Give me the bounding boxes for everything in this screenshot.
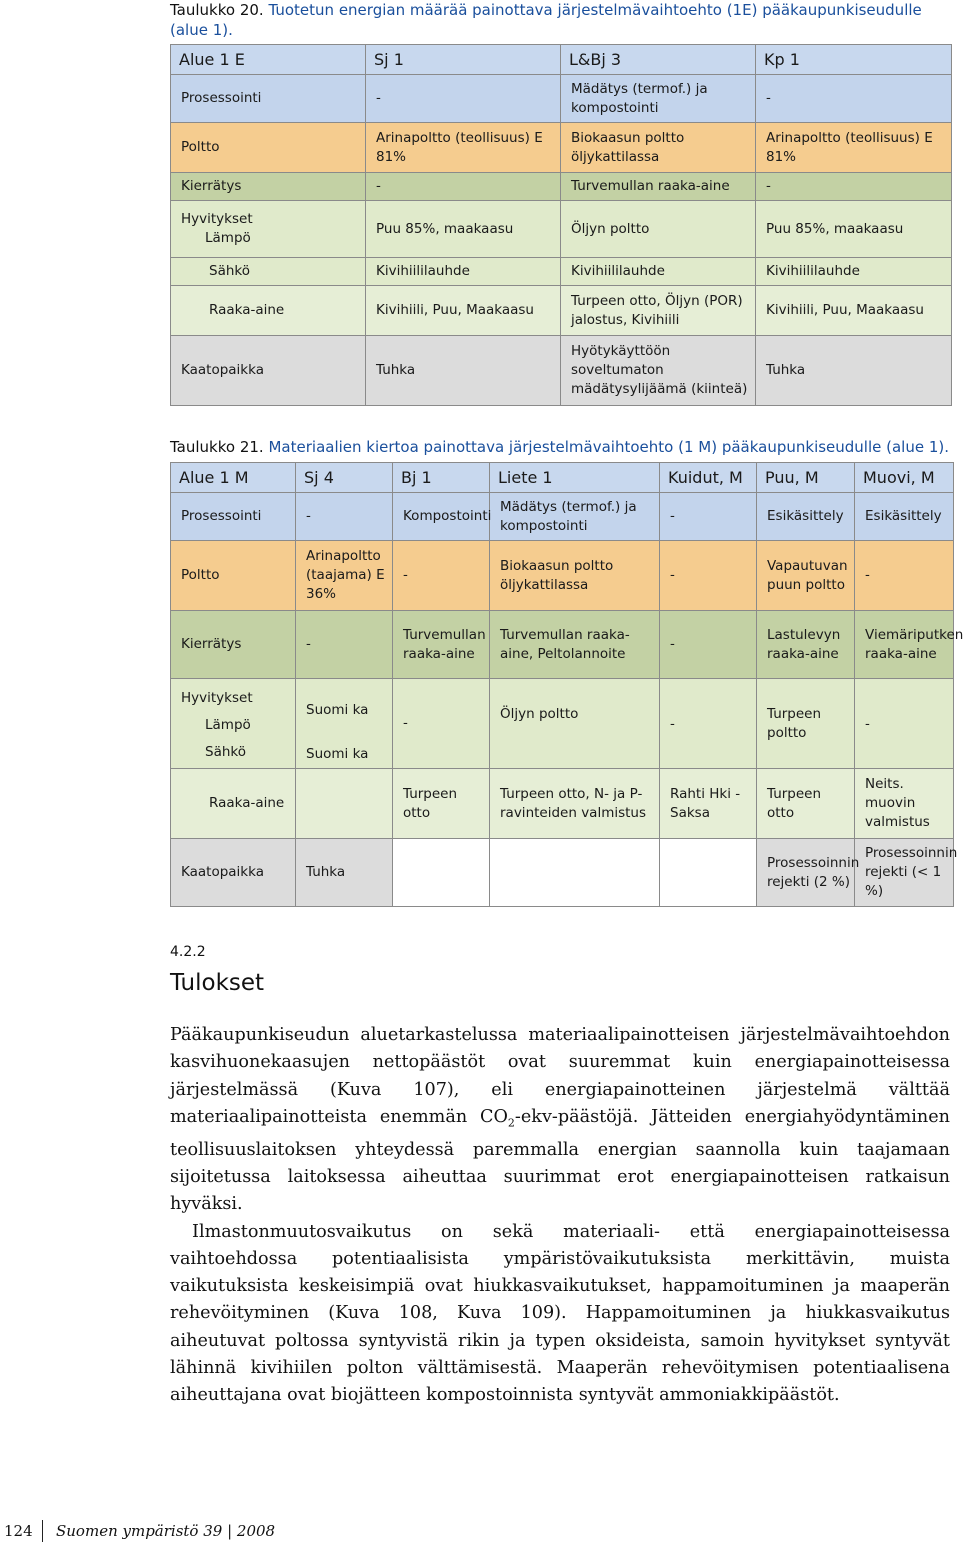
table-cell: Kivihiili, Puu, Maakaasu: [756, 286, 952, 336]
table-cell: -: [366, 173, 561, 201]
table-cell: Turvemullan raaka-aine, Peltolannoite: [490, 611, 660, 679]
table-cell: [393, 839, 490, 907]
lampo-label: Lämpö: [205, 717, 251, 733]
table-row: [171, 173, 952, 201]
table-cell: Lastulevyn raaka-aine: [757, 611, 855, 679]
table-cell: Turpeen otto: [757, 769, 855, 839]
table-cell: Turpeen otto, Öljyn (POR) jalostus, Kivihiili: [561, 286, 756, 336]
table20-caption-text: Tuotetun energian määrää painottava järjestelmävaihtoehto (1E) pääkaupunkiseudulle (alue 1).: [170, 1, 922, 39]
table-cell: Esikäsittely: [855, 493, 954, 541]
table-row: [171, 493, 954, 541]
row-label: Prosessointi: [171, 493, 296, 541]
table-row: [171, 541, 954, 611]
table-cell: Biokaasun poltto öljykattilassa: [490, 541, 660, 611]
footer-divider: [42, 1520, 43, 1542]
table-cell: [296, 769, 393, 839]
table21-header-cell: Muovi, M: [855, 463, 954, 493]
subscript: 2: [507, 1116, 515, 1130]
table21-caption-text: Materiaalien kiertoa painottava järjestelmävaihtoehto (1 M) pääkaupunkiseudulle (alue 1).: [268, 438, 950, 456]
table-row: [171, 839, 954, 907]
table-cell: -: [756, 75, 952, 123]
table-cell: Turpeen poltto: [757, 679, 855, 769]
table-cell: -: [366, 75, 561, 123]
table-row: [171, 123, 952, 173]
table-cell: Turvemullan raaka-aine: [393, 611, 490, 679]
table-cell: -: [660, 611, 757, 679]
table-row: [171, 611, 954, 679]
table-cell: Kivihiililauhde: [561, 258, 756, 286]
table-cell: Turpeen otto, N- ja P-ravinteiden valmistus: [490, 769, 660, 839]
table-cell: Tuhka: [756, 336, 952, 406]
table-cell: -: [756, 173, 952, 201]
table20-header-cell: Alue 1 E: [171, 45, 366, 75]
table-cell: [660, 839, 757, 907]
table-cell: Viemäriputken raaka-aine: [855, 611, 954, 679]
paragraph: Ilmastonmuutosvaikutus on sekä materiaali- että energiapainotteisessa vaihtoehdossa potentiaalisista ympäristövaikutuksista merkittävin, muista vaikutuksista keskeisimpiä ovat hiukkasvaikutukset, happamoituminen ja maaperän rehevöityminen (Kuva 108, Kuva 109). Happamoituminen ja hiukkasvaikutus aiheutuvat poltossa syntyvistä rikin ja typen oksideista, samoin hyvitykset syntyvät lähinnä kivihiilen polton välttämisestä. Maaperän rehevöitymisen potentiaalisena aiheuttajana ovat biojätteen kompostoinnista syntyvät ammoniakkipäästöt.: [170, 1221, 950, 1406]
paragraph-text: -ekv-päästöjä. Jätteiden energiahyödyntäminen teollisuuslaitoksen yhteydessä paremmalla energian saannolla kuin taajamaan sijoitetussa laitoksessa aiheuttaa suurimmat erot energiapainotteisen ratkaisun hyväksi.: [170, 1106, 950, 1215]
table21-header-cell: Alue 1 M: [171, 463, 296, 493]
table-cell: [490, 839, 660, 907]
table-row: [171, 201, 952, 258]
row-label: Kaatopaikka: [171, 839, 296, 907]
hyvitykset-label: Hyvitykset: [181, 211, 253, 227]
row-label: Prosessointi: [171, 75, 366, 123]
table20: [170, 44, 952, 406]
table-cell: [296, 679, 393, 769]
table-cell: Biokaasun poltto öljykattilassa: [561, 123, 756, 173]
table-cell: Kivihiililauhde: [756, 258, 952, 286]
table21-caption-number: Taulukko 21.: [170, 438, 264, 456]
table21-header-row: [171, 463, 954, 493]
table21-header-cell: Puu, M: [757, 463, 855, 493]
table-cell: Kivihiililauhde: [366, 258, 561, 286]
table-cell: -: [660, 541, 757, 611]
table-cell: Arinapoltto (teollisuus) E 81%: [756, 123, 952, 173]
table-cell: Turpeen otto: [393, 769, 490, 839]
hyvitykset-label: Hyvitykset: [181, 690, 253, 706]
row-label: Kierrätys: [171, 611, 296, 679]
table21: [170, 462, 963, 907]
table-row: [171, 679, 954, 769]
table20-header-cell: Sj 1: [366, 45, 561, 75]
table-row: [171, 286, 952, 336]
table-cell: -: [660, 679, 757, 769]
table-cell: Esikäsittely: [757, 493, 855, 541]
section-number: 4.2.2: [170, 944, 206, 960]
row-label: Sähkö: [171, 258, 366, 286]
table20-caption-number: Taulukko 20.: [170, 1, 264, 19]
row-label: [171, 679, 296, 769]
table-cell: Kivihiili, Puu, Maakaasu: [366, 286, 561, 336]
table-cell: Öljyn poltto: [490, 679, 660, 769]
table-cell: -: [855, 541, 954, 611]
table-cell: -: [855, 679, 954, 769]
table-cell: -: [393, 679, 490, 769]
table20-header-cell: Kp 1: [756, 45, 952, 75]
table-cell: Tuhka: [296, 839, 393, 907]
table-cell: -: [296, 611, 393, 679]
table-cell: Arinapoltto (taajama) E 36%: [296, 541, 393, 611]
table-cell: Öljyn poltto: [561, 201, 756, 258]
body-text: [170, 1022, 950, 1410]
table-cell: Neits. muovin valmistus: [855, 769, 954, 839]
row-label: Poltto: [171, 123, 366, 173]
table20-header-row: [171, 45, 952, 75]
table-cell: Turvemullan raaka-aine: [561, 173, 756, 201]
table-row: [171, 75, 952, 123]
table21-caption: [170, 437, 955, 457]
row-label: [171, 201, 366, 258]
row-label: Poltto: [171, 541, 296, 611]
table20-header-cell: L&Bj 3: [561, 45, 756, 75]
paragraph-text: Pääkaupunkiseudun aluetarkastelussa materiaalipainotteisen järjestelmävaihtoehdon kasvihuonekaasujen nettopäästöt ovat suuremmat kuin energiapainotteisessa järjestelmässä (Kuva 107), eli energiapainotteinen järjestelmä välttää materiaalipainotteista enemmän CO: [170, 1025, 950, 1127]
table-cell: Prosessoinnin rejekti (2 %): [757, 839, 855, 907]
table-cell: Vapautuvan puun poltto: [757, 541, 855, 611]
table-cell: Hyötykäyttöön soveltumaton mädätysylijäämä (kiinteä): [561, 336, 756, 406]
table-cell: Tuhka: [366, 336, 561, 406]
table-cell: Rahti Hki - Saksa: [660, 769, 757, 839]
lampo-label: Lämpö: [205, 230, 251, 246]
table-cell: -: [660, 493, 757, 541]
table-row: [171, 336, 952, 406]
table-cell: -: [296, 493, 393, 541]
table21-header-cell: Sj 4: [296, 463, 393, 493]
table-cell: Arinapoltto (teollisuus) E 81%: [366, 123, 561, 173]
paragraph: [170, 1022, 950, 1219]
table20-caption: [170, 0, 955, 40]
section-title: Tulokset: [170, 970, 265, 996]
row-label: Raaka-aine: [171, 769, 296, 839]
table-cell: -: [393, 541, 490, 611]
table21-header-cell: Bj 1: [393, 463, 490, 493]
table-row: [171, 769, 954, 839]
table21-header-cell: Liete 1: [490, 463, 660, 493]
table-cell: Puu 85%, maakaasu: [756, 201, 952, 258]
row-label: Kaatopaikka: [171, 336, 366, 406]
sahko-label: Sähkö: [205, 744, 246, 760]
table-cell: Prosessoinnin rejekti (< 1 %): [855, 839, 954, 907]
row-label: Kierrätys: [171, 173, 366, 201]
table-cell: Kompostointi: [393, 493, 490, 541]
table-cell: Mädätys (termof.) ja kompostointi: [490, 493, 660, 541]
lampo-value: Suomi ka: [306, 702, 369, 718]
page-number: 124: [4, 1522, 33, 1540]
table-row: [171, 258, 952, 286]
table-cell: Mädätys (termof.) ja kompostointi: [561, 75, 756, 123]
row-label: Raaka-aine: [171, 286, 366, 336]
table21-header-cell: Kuidut, M: [660, 463, 757, 493]
sahko-value: Suomi ka: [306, 746, 369, 762]
table-cell: Puu 85%, maakaasu: [366, 201, 561, 258]
publication-name: Suomen ympäristö 39 | 2008: [56, 1522, 276, 1540]
